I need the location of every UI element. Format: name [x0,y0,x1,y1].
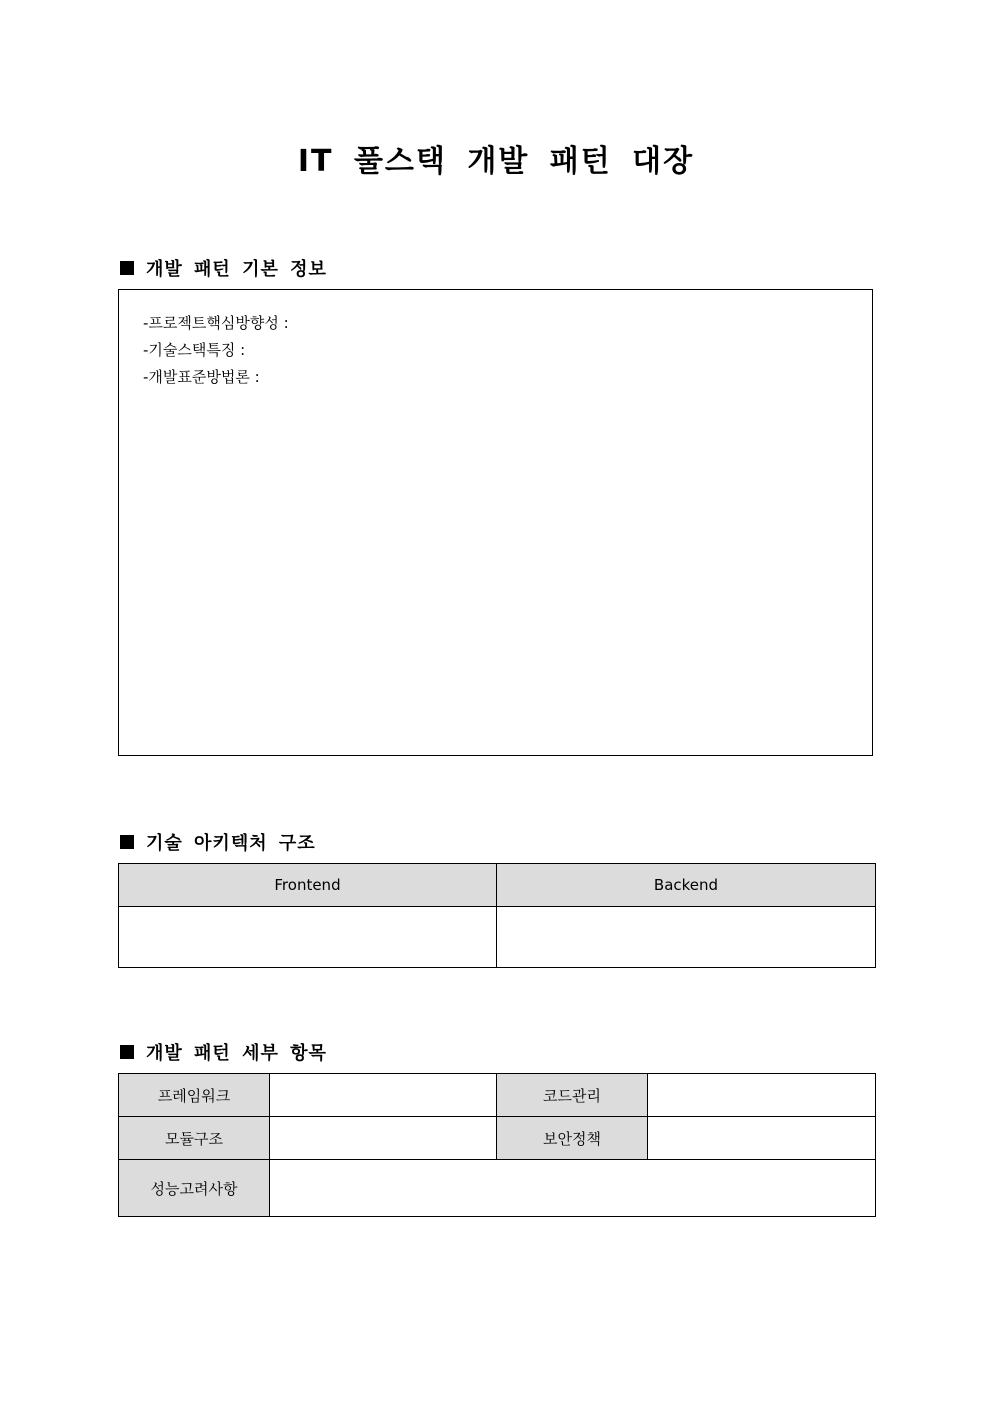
value-code-management[interactable] [648,1074,876,1117]
document-title: IT 풀스택 개발 패턴 대장 [297,144,695,179]
label-code-management: 코드관리 [497,1074,648,1117]
details-table [118,1073,876,1217]
label-module-structure: 모듈구조 [119,1117,270,1160]
section-heading-label: 개발 패턴 기본 정보 [146,259,327,280]
column-header-backend: Backend [497,864,876,907]
column-header-frontend: Frontend [119,864,497,907]
frontend-cell[interactable] [119,907,497,968]
section-heading-architecture [118,829,316,855]
backend-cell[interactable] [497,907,876,968]
section-heading-details [118,1039,327,1065]
info-line-project-direction: -프로젝트핵심방향성 : [143,314,289,332]
value-performance[interactable] [270,1160,876,1217]
value-module-structure[interactable] [270,1117,497,1160]
label-security-policy: 보안정책 [497,1117,648,1160]
info-line-tech-stack: -기술스택특징 : [143,341,246,359]
architecture-table [118,863,876,968]
section-heading-basic-info [118,255,327,281]
value-framework[interactable] [270,1074,497,1117]
basic-info-box[interactable] [118,289,873,756]
black-square-icon [120,1045,134,1059]
label-performance: 성능고려사항 [119,1160,270,1217]
black-square-icon [120,261,134,275]
label-framework: 프레임워크 [119,1074,270,1117]
section-heading-label: 기술 아키텍처 구조 [146,833,316,854]
black-square-icon [120,835,134,849]
section-heading-label: 개발 패턴 세부 항목 [146,1043,327,1064]
info-line-methodology: -개발표준방법론 : [143,368,260,386]
value-security-policy[interactable] [648,1117,876,1160]
